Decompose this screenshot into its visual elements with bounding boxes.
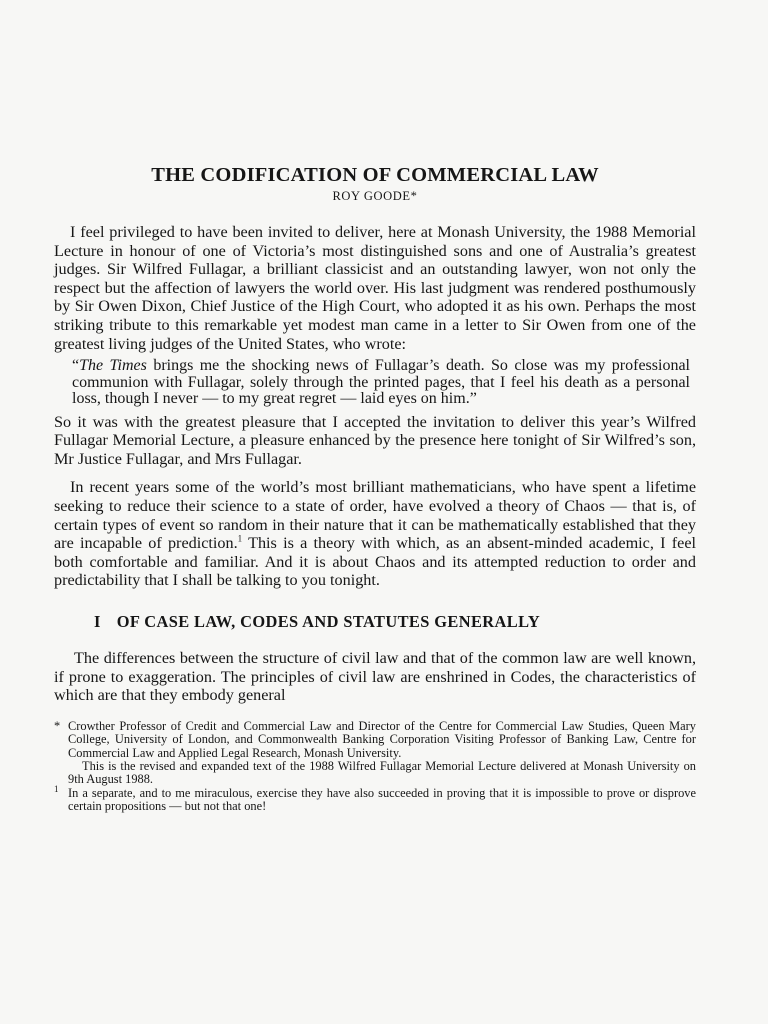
footnote-1: $^1$ In a separate, and to me miraculous, exercise they have also succeeded in proving that it is impossible to prove or disprove certain propositions — but not that one! bbox=[54, 783, 696, 814]
footnote-star bbox=[54, 720, 696, 760]
quote-open-mark: “ bbox=[72, 357, 80, 375]
author-name: ROY GOODE* bbox=[332, 189, 418, 203]
section-heading bbox=[94, 612, 696, 632]
paragraph-differences: The differences between the structure of civil law and that of the common law are well known, if prone to exaggeration. The principles of civil law are enshrined in Codes, the characteristics of which are that they embody general bbox=[54, 649, 696, 705]
footnote-ref-1: 1 bbox=[237, 533, 243, 544]
section-title: OF CASE LAW, CODES AND STATUTES GENERALLY bbox=[116, 612, 541, 631]
paragraph-chaos-text-2: This is a theory with which, as an absent-minded academic, I feel both comfortable and familiar. And it is about Chaos and its attempted reduction to order and predictability that I shall be talking to you tonight. bbox=[54, 534, 696, 590]
footnotes bbox=[54, 720, 696, 814]
paragraph-pleasure: So it was with the greatest pleasure that I accepted the invitation to deliver this year’s Wilfred Fullagar Memorial Lecture, a pleasure enhanced by the presence here tonight of Sir Wilfred’s son, Mr Justice Fullagar, and Mrs Fullagar. bbox=[54, 412, 696, 468]
footnote-1-text: In a separate, and to me miraculous, exercise they have also succeeded in proving that it is impossible to prove or disprove certain propositions — but not that one! bbox=[68, 785, 696, 814]
quote-text: brings me the shocking news of Fullagar’s death. So close was my professional communion with Fullagar, solely through the printed pages, that I feel his death as a personal loss, though I never — to my great regret — laid eyes on him.” bbox=[72, 357, 691, 408]
article-title: THE CODIFICATION OF COMMERCIAL LAW bbox=[151, 164, 599, 186]
block-quote bbox=[72, 358, 690, 408]
quote-italic-title: The Times bbox=[79, 357, 147, 375]
footnote-star-text: Crowther Professor of Credit and Commercial Law and Director of the Centre for Commercial Law Studies, Queen Mary College, University of London, and Commonwealth Banking Corporation Visiting Professor of Banking Law, Centre for Commercial Law and Applied Legal Research, Monash University. bbox=[68, 718, 696, 760]
paragraph-chaos bbox=[54, 478, 696, 590]
footnote-star-note: This is the revised and expanded text of the 1988 Wilfred Fullagar Memorial Lecture delivered at Monash University on 9th August 1988. bbox=[68, 759, 696, 787]
section-number: I bbox=[94, 612, 101, 631]
paragraph-chaos-text: In recent years some of the world’s most brilliant mathematicians, who have spent a lifetime seeking to reduce their science to a state of order, have evolved a theory of Chaos — that is, of certain types of event so random in their nature that it can be mathematically established that they are incapable of prediction. bbox=[54, 478, 696, 553]
footnote-star-mark: * bbox=[54, 718, 61, 733]
paragraph-intro: I feel privileged to have been invited to deliver, here at Monash University, the 1988 Memorial Lecture in honour of one of Victoria’s most distinguished sons and one of Australia’s greatest judges. Sir Wilfred Fullagar, a brilliant classicist and an outstanding lawyer, won not only the respect but the affection of lawyers the world over. His last judgment was rendered posthumously by Sir Owen Dixon, Chief Justice of the High Court, who adopted it as his own. Perhaps the most striking tribute to this remarkable yet modest man came in a letter to Sir Owen from one of the greatest living judges of the United States, who wrote: bbox=[54, 223, 696, 353]
